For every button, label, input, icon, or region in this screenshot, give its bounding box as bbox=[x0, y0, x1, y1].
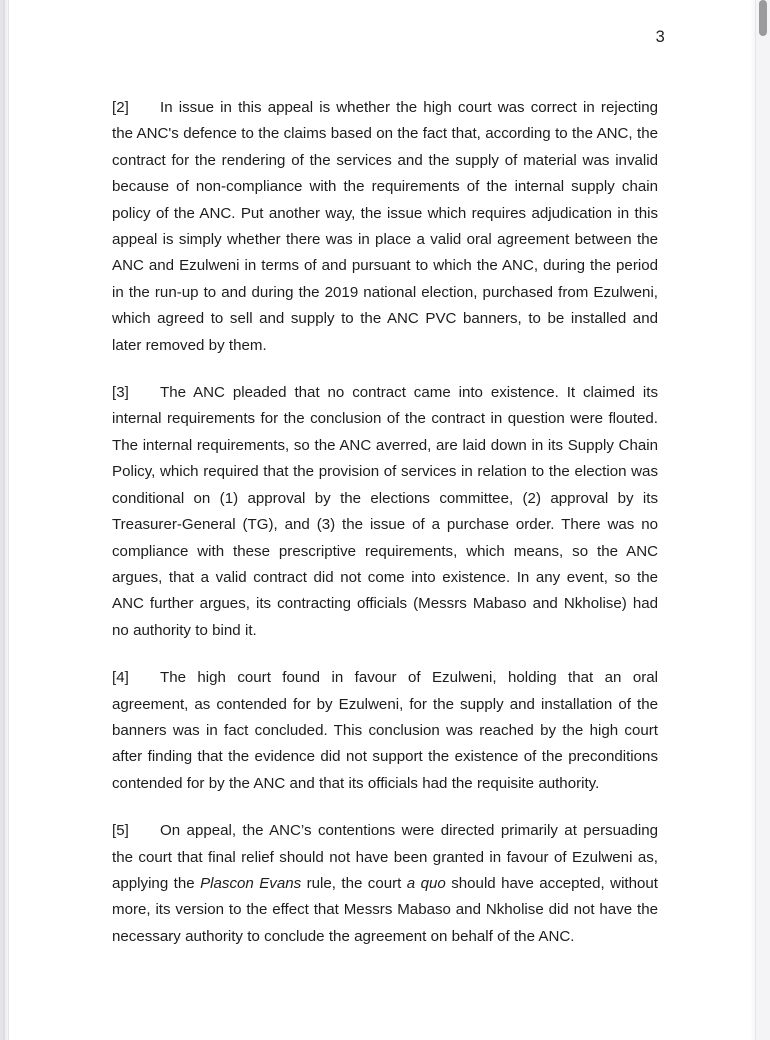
paragraph-marker: [2] bbox=[112, 99, 129, 116]
text-run: The ANC pleaded that no contract came into existence. It claimed its internal requirements for the conclusion of the contract in question were flouted. The internal requirements, so the ANC averred, are laid down in its Supply Chain Policy, which required that the provision of services in relation to the election was conditional on (1) approval by the elections committee, (2) approval by its Treasurer-General (TG), and (3) the issue of a purchase order. There was no compliance with these prescriptive requirements, which means, so the ANC argues, that a valid contract did not come into existence. In any event, so the ANC further argues, its contracting officials (Messrs Mabaso and Nkholise) had no authority to bind it. bbox=[112, 384, 658, 639]
text-run: The high court found in favour of Ezulweni, holding that an oral agreement, as contended for by Ezulweni, for the supply and installation of the banners was in fact concluded. This conclusion was reached by the high court after finding that the evidence did not support the existence of the preconditions contended for by the ANC and that its officials had the requisite authority. bbox=[112, 669, 658, 792]
paragraph bbox=[112, 380, 658, 644]
vertical-scrollbar-thumb[interactable] bbox=[759, 0, 767, 36]
paragraph bbox=[112, 95, 658, 359]
vertical-scrollbar-track[interactable] bbox=[755, 0, 770, 1040]
paragraph bbox=[112, 818, 658, 950]
text-run: should have accepted, without more, its version to the effect that Messrs Mabaso and Nkholise did not have the necessary authority to conclude the agreement on behalf of the ANC. bbox=[112, 874, 658, 945]
page-number: 3 bbox=[655, 28, 665, 46]
document-body bbox=[112, 95, 658, 950]
paragraph-marker: [5] bbox=[112, 822, 129, 840]
paragraph-marker: [3] bbox=[112, 384, 129, 402]
paragraph bbox=[112, 665, 658, 797]
text-run: On appeal, the ANC’s contentions were directed primarily at persuading the court that final relief should not have been granted in favour of Ezulweni as, applying the bbox=[112, 822, 658, 892]
italic-text-run: a quo bbox=[406, 874, 446, 892]
document-page bbox=[9, 0, 756, 1040]
paragraph-marker: [4] bbox=[112, 669, 129, 687]
italic-text-run: Plascon Evans bbox=[200, 874, 302, 892]
text-run: In issue in this appeal is whether the high court was correct in rejecting the ANC's defence to the claims based on the fact that, according to the ANC, the contract for the rendering of the services and the supply of material was invalid because of non-compliance with the requirements of the internal supply chain policy of the ANC. Put another way, the issue which requires adjudication in this appeal is simply whether there was in place a valid oral agreement between the ANC and Ezulweni in terms of and pursuant to which the ANC, during the period in the run-up to and during the 2019 national election, purchased from Ezulweni, which agreed to sell and supply to the ANC PVC banners, to be installed and later removed by them. bbox=[112, 99, 658, 354]
text-run: rule, the court bbox=[301, 874, 407, 892]
left-gutter bbox=[0, 0, 9, 1040]
